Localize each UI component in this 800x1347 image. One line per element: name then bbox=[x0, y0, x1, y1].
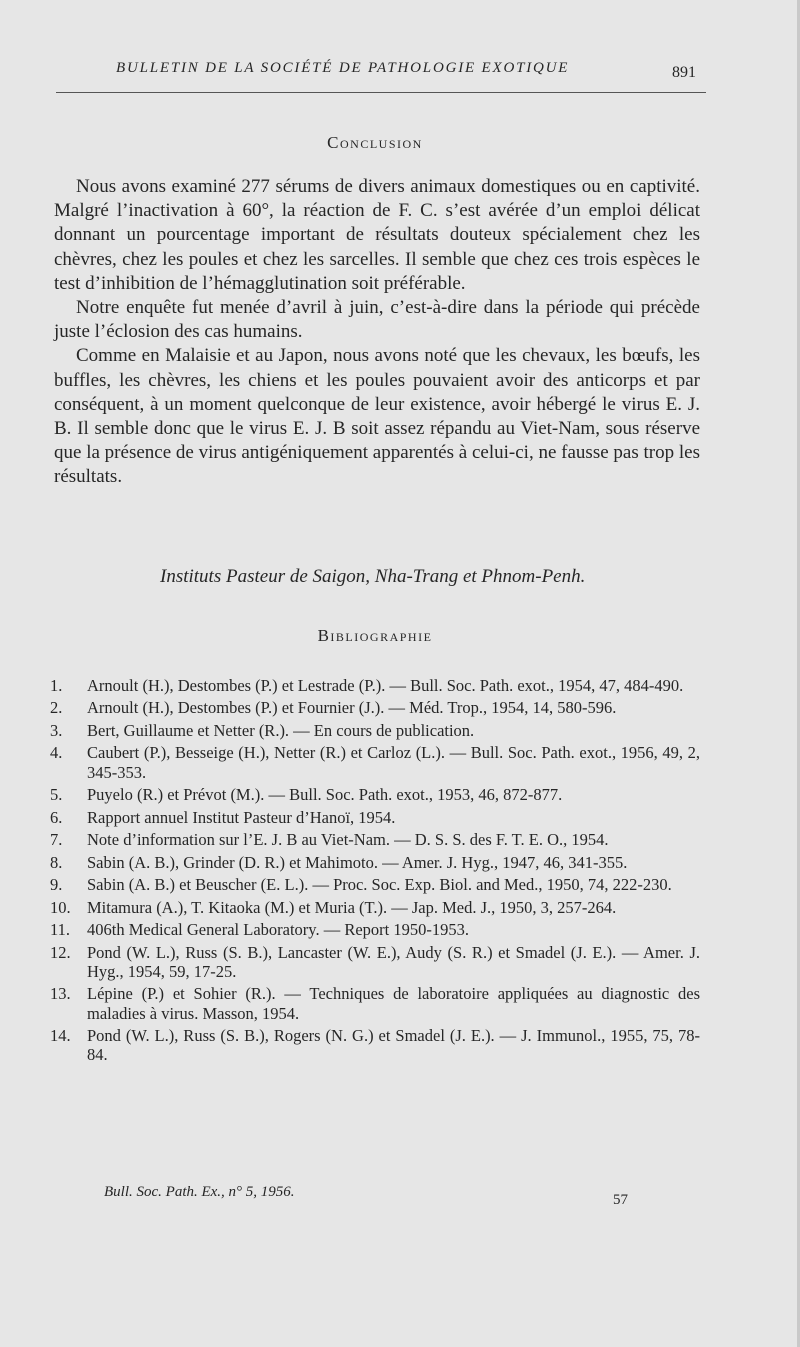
conclusion-paragraph: Notre enquête fut menée d’avril à juin, c’est-à-dire dans la période qui précède juste l’éclosion des cas humains. bbox=[54, 297, 700, 343]
conclusion-body bbox=[54, 175, 700, 490]
reference-number: 6. bbox=[50, 807, 63, 827]
reference-item bbox=[50, 853, 700, 872]
reference-number: 14. bbox=[50, 1026, 71, 1046]
reference-item bbox=[50, 698, 700, 717]
header-rule bbox=[56, 92, 706, 93]
reference-text: Note d’information sur l’E. J. B au Viet-Nam. — D. S. S. des F. T. E. O., 1954. bbox=[87, 830, 609, 850]
reference-list bbox=[50, 676, 700, 1068]
reference-number: 10. bbox=[50, 897, 71, 917]
reference-text: Mitamura (A.), T. Kitaoka (M.) et Muria (T.). — Jap. Med. J., 1950, 3, 257-264. bbox=[87, 897, 617, 917]
reference-number: 3. bbox=[50, 720, 63, 740]
reference-number: 7. bbox=[50, 830, 63, 850]
running-title: BULLETIN DE LA SOCIÉTÉ DE PATHOLOGIE EXOTIQUE bbox=[116, 60, 570, 76]
reference-item bbox=[50, 830, 700, 849]
reference-number: 4. bbox=[50, 743, 63, 763]
signature-mark: 57 bbox=[613, 1192, 628, 1208]
conclusion-paragraph: Nous avons examiné 277 sérums de divers animaux domestiques ou en captivité. Malgré l’inactivation à 60°, la réaction de F. C. s’est avérée d’un emploi délicat donnant un pourcentage important de résultats douteux spécialement chez les chèvres, chez les poules et chez les sarcelles. Il semble que chez ces trois espèces le test d’inhibition de l’hémagglutination soit préférable. bbox=[54, 176, 700, 294]
reference-text: Rapport annuel Institut Pasteur d’Hanoï, 1954. bbox=[87, 807, 396, 827]
reference-text: Bert, Guillaume et Netter (R.). — En cours de publication. bbox=[87, 720, 475, 740]
reference-item bbox=[50, 1026, 700, 1065]
reference-text: Lépine (P.) et Sohier (R.). — Techniques de laboratoire appliquées au diagnostic des maladies à virus. Masson, 1954. bbox=[87, 984, 700, 1023]
reference-text: Caubert (P.), Besseige (H.), Netter (R.) et Carloz (L.). — Bull. Soc. Path. exot., 1956, 49, 2, 345-353. bbox=[87, 743, 700, 782]
reference-number: 9. bbox=[50, 875, 63, 895]
reference-item bbox=[50, 785, 700, 804]
reference-text: Arnoult (H.), Destombes (P.) et Fournier (J.). — Méd. Trop., 1954, 14, 580-596. bbox=[87, 698, 617, 718]
reference-number: 8. bbox=[50, 852, 63, 872]
reference-number: 12. bbox=[50, 942, 71, 962]
reference-text: Puyelo (R.) et Prévot (M.). — Bull. Soc. Path. exot., 1953, 46, 872-877. bbox=[87, 785, 563, 805]
page-footer bbox=[104, 1184, 634, 1208]
reference-number: 2. bbox=[50, 698, 63, 718]
reference-item bbox=[50, 943, 700, 982]
conclusion-paragraph: Comme en Malaisie et au Japon, nous avons noté que les chevaux, les bœufs, les buffles, les chèvres, les chiens et les poules pouvaient avoir des anticorps et par conséquent, à un moment quelconque de leur existence, avoir hébergé le virus E. J. B. Il semble donc que le virus E. J. B soit assez répandu au Viet-Nam, sous réserve que la présence de virus antigéniquement apparentés à celui-ci, ne fausse pas trop les résultats. bbox=[54, 345, 700, 488]
reference-number: 13. bbox=[50, 984, 71, 1004]
reference-item bbox=[50, 808, 700, 827]
reference-text: 406th Medical General Laboratory. — Report 1950-1953. bbox=[87, 920, 469, 940]
reference-item bbox=[50, 875, 700, 894]
reference-text: Sabin (A. B.), Grinder (D. R.) et Mahimoto. — Amer. J. Hyg., 1947, 46, 341-355. bbox=[87, 852, 628, 872]
affiliation: Instituts Pasteur de Saigon, Nha-Trang et Phnom-Penh. bbox=[160, 566, 586, 587]
reference-text: Pond (W. L.), Russ (S. B.), Rogers (N. G.) et Smadel (J. E.). — J. Immunol., 1955, 75, 78-84. bbox=[87, 1026, 700, 1065]
bibliography-heading: Bibliographie bbox=[317, 626, 433, 645]
reference-item bbox=[50, 898, 700, 917]
reference-text: Sabin (A. B.) et Beuscher (E. L.). — Proc. Soc. Exp. Biol. and Med., 1950, 74, 222-230. bbox=[87, 875, 672, 895]
reference-item bbox=[50, 721, 700, 740]
reference-item bbox=[50, 984, 700, 1023]
reference-text: Pond (W. L.), Russ (S. B.), Lancaster (W. E.), Audy (S. R.) et Smadel (J. E.). — Amer. J. Hyg., 1954, 59, 17-25. bbox=[87, 942, 700, 981]
footer-journal: Bull. Soc. Path. Ex., n° 5, 1956. bbox=[104, 1184, 295, 1200]
reference-number: 5. bbox=[50, 785, 63, 805]
reference-number: 11. bbox=[50, 920, 71, 940]
reference-item bbox=[50, 676, 700, 695]
page-number: 891 bbox=[672, 64, 696, 81]
reference-text: Arnoult (H.), Destombes (P.) et Lestrade (P.). — Bull. Soc. Path. exot., 1954, 47, 484-490. bbox=[87, 676, 684, 695]
reference-item bbox=[50, 920, 700, 939]
reference-number: 1. bbox=[50, 676, 63, 695]
conclusion-heading: Conclusion bbox=[327, 133, 423, 152]
reference-item bbox=[50, 743, 700, 782]
